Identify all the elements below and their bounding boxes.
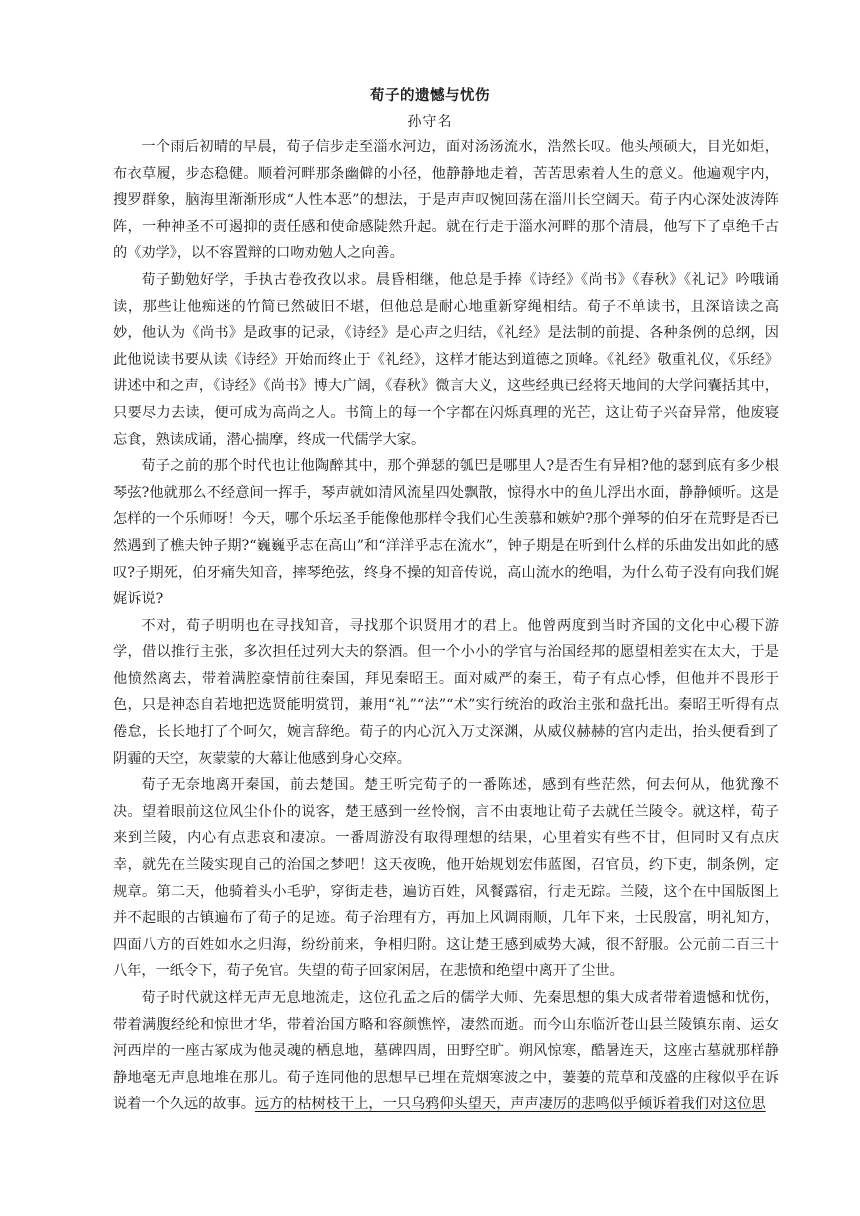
paragraph-3: 荀子之前的那个时代也让他陶醉其中，那个弹瑟的瓠巴是哪里人?是否生有异相?他的瑟到底有多少根琴弦?他就那么不经意间一挥手，琴声就如清风流星四处飘散，惊得水中的鱼儿浮出水面，静静倾听。这是怎样的一个乐师呀！今天，哪个乐坛圣手能像他那样令我们心生羡慕和嫉妒?那个弹琴的伯牙在荒野是否已然遇到了樵夫钟子期?“巍巍乎志在高山”和“洋洋乎志在流水”，钟子期是在听到什么样的乐曲发出如此的感叹?子期死，伯牙痛失知音，摔琴绝弦，终身不操的知音传说，高山流水的绝唱，为什么荀子没有向我们娓娓诉说? <box>113 458 779 608</box>
paragraph-1: 一个雨后初晴的早晨，荀子信步走至淄水河边，面对汤汤流水，浩然长叹。他头颅硕大，目光如炬，布衣草履，步态稳健。顺着河畔那条幽僻的小径，他静静地走着，苦苦思索着人生的意义。他遍观宇内，搜罗群象，脑海里渐渐形成“人性本恶”的想法，于是声声叹惋回荡在淄川长空阔天。荀子内心深处波涛阵阵，一种神圣不可遏抑的责任感和使命感陡然升起。就在行走于淄水河畔的那个清晨，他写下了卓绝千古的《劝学》，以不容置辩的口吻劝勉人之向善。 <box>113 139 779 262</box>
paragraph-6 <box>113 985 779 1118</box>
article-author: 孙守名 <box>407 114 453 130</box>
article-body <box>113 134 779 1118</box>
paragraph-4: 不对，荀子明明也在寻找知音，寻找那个识贤用才的君上。他曾两度到当时齐国的文化中心稷下游学，借以推行主张，多次担任过列大夫的祭酒。但一个小小的学官与治国经邦的愿望相差实在太大，于是他愤然离去，带着满腔豪情前往秦国，拜见秦昭王。面对威严的秦王，荀子有点心悸，但他并不畏形于色，只是神态自若地把选贤能明赏罚，兼用“礼”“法”“术”实行统治的政治主张和盘托出。秦昭王听得有点倦怠，长长地打了个呵欠，婉言辞绝。荀子的内心沉入万丈深渊，从威仪赫赫的宫内走出，抬头便看到了阴霾的天空，灰蒙蒙的大幕让他感到身心交瘁。 <box>113 617 779 767</box>
article-title: 荀子的遗憾与忧伤 <box>370 87 490 104</box>
paragraph-6-text: 荀子时代就这样无声无息地流走，这位孔孟之后的儒学大师、先秦思想的集大成者带着遗憾和忧伤，带着满腹经纶和惊世才华，带着治国方略和容颜憔悴，凄然而逝。而今山东临沂苍山县兰陵镇东南、运女河西岸的一座古冢成为他灵魂的栖息地，墓碑四周，田野空旷。朔风惊寒，酷暑连天，这座古墓就那样静静地毫无声息地堆在那儿。荀子连同他的思想早已埋在荒烟寒波之中，萋萋的荒草和茂盛的庄稼似乎在诉说着一个久远的故事。 <box>113 990 779 1113</box>
paragraph-5: 荀子无奈地离开秦国，前去楚国。楚王听完荀子的一番陈述，感到有些茫然，何去何从，他犹豫不决。望着眼前这位风尘仆仆的说客，楚王感到一丝怜悯，言不由衷地让荀子去就任兰陵令。就这样，荀子来到兰陵，内心有点悲哀和凄凉。一番周游没有取得理想的结果，心里着实有些不甘，但同时又有点庆幸，就先在兰陵实现自己的治国之梦吧！这天夜晚，他开始规划宏伟蓝图，召官员，约下吏，制条例，定规章。第二天，他骑着头小毛驴，穿街走巷，遍访百姓，风餐露宿，行走无踪。兰陵，这个在中国版图上并不起眼的古镇遍布了荀子的足迹。荀子治理有方，再加上风调雨顺，几年下来，士民殷富，明礼知方，四面八方的百姓如水之归海，纷纷前来，争相归附。这让楚王感到威势大减，很不舒服。公元前二百三十八年，一纸令下，荀子免官。失望的荀子回家闲居，在悲愤和绝望中离开了尘世。 <box>113 777 779 980</box>
underlined-passage: 远方的枯树枝干上，一只乌鸦仰头望天，声声凄厉的悲鸣似乎倾诉着我们对这位思 <box>254 1096 766 1113</box>
paragraph-2: 荀子勤勉好学，手执古卷孜孜以求。晨昏相继，他总是手捧《诗经》《尚书》《春秋》《礼记》吟哦诵读，那些让他痴迷的竹简已然破旧不堪，但他总是耐心地重新穿绳相结。荀子不单读书，且深谙读之高妙，他认为《尚书》是政事的记录，《诗经》是心声之归结，《礼经》是法制的前提、各种条例的总纲，因此他说读书要从读《诗经》开始而终止于《礼经》，这样才能达到道德之顶峰。《礼经》敬重礼仪，《乐经》讲述中和之声，《诗经》《尚书》博大广阔，《春秋》微言大义，这些经典已经将天地间的大学问囊括其中，只要尽力去读，便可成为高尚之人。书简上的每一个字都在闪烁真理的光芒，这让荀子兴奋异常，他废寝忘食，熟读成诵，潜心揣摩，终成一代儒学大家。 <box>113 271 779 448</box>
